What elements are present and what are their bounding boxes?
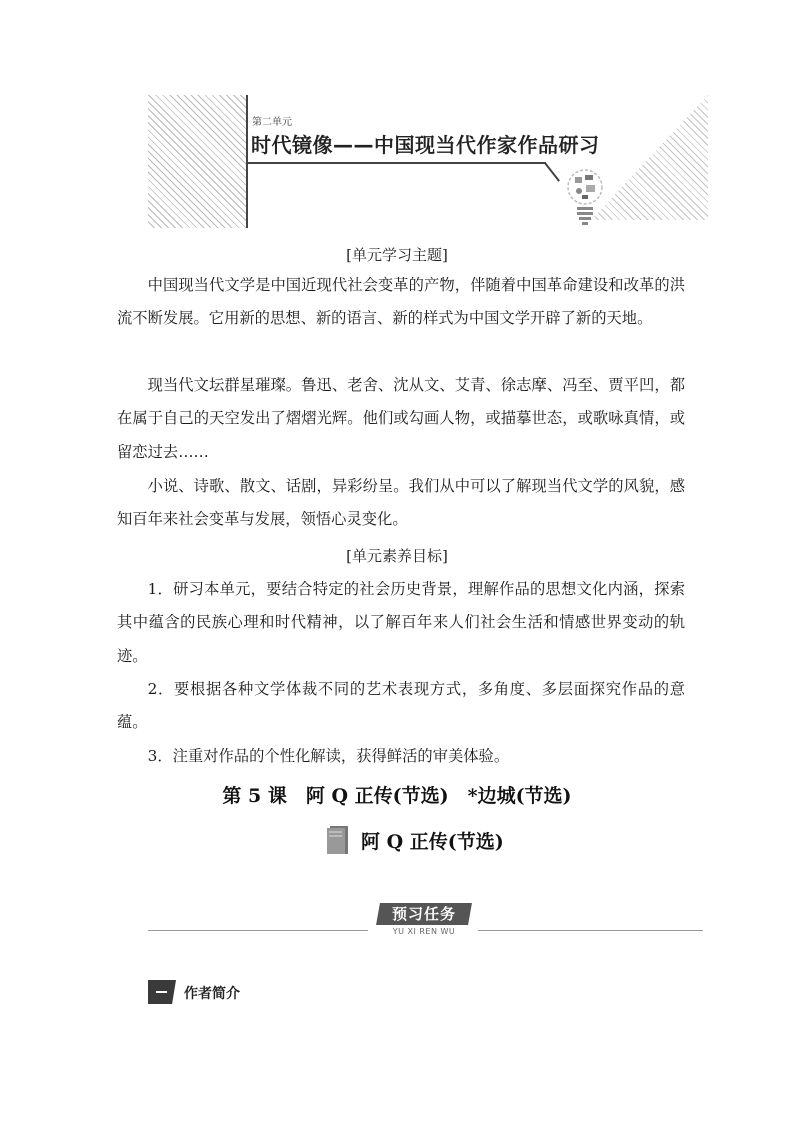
unit-banner: [148, 95, 708, 230]
literacy-goals-heading: [单元素养目标]: [346, 547, 448, 565]
book-icon: [327, 825, 349, 855]
goal-item-2: 2．要根据各种文学体裁不同的艺术表现方式，多角度、多层面探究作品的意蕴。: [117, 680, 685, 732]
preview-divider-left: [148, 930, 368, 931]
banner-underline-tail: [544, 162, 560, 181]
theme-paragraph-3: 小说、诗歌、散文、话剧，异彩纷呈。我们从中可以了解现当代文学的风貌，感知百年来社会变革与发展，领悟心灵变化。: [117, 477, 685, 529]
lesson-title: 第 5 课 阿 Q 正传(节选) *边城(节选): [222, 785, 572, 807]
lesson-subtitle: [327, 822, 504, 858]
unit-title: 时代镜像——中国现当代作家作品研习: [251, 133, 600, 157]
preview-task-pinyin: YU XI REN WU: [392, 927, 456, 936]
section-number-one-icon: [148, 980, 176, 1004]
lightbulb-icon: [562, 167, 608, 227]
preview-task-badge: [376, 903, 472, 925]
subtitle-text: 阿 Q 正传(节选): [361, 830, 504, 853]
goal-item-3: 3．注重对作品的个性化解读，获得鲜活的审美体验。: [147, 747, 510, 765]
goal-item-1: 1．研习本单元，要结合特定的社会历史背景，理解作品的思想文化内涵，探索其中蕴含的民族心理和时代精神，以了解百年来人们社会生活和情感世界变动的轨迹。: [117, 580, 685, 665]
banner-underline: [246, 162, 546, 164]
preview-divider-right: [478, 930, 703, 931]
study-theme-heading: [单元学习主题]: [346, 246, 448, 264]
banner-hatch-left: [148, 95, 246, 228]
unit-label: 第二单元: [252, 117, 292, 128]
preview-task-label: 预习任务: [391, 905, 456, 923]
author-intro-heading: 作者简介: [184, 986, 240, 1002]
theme-paragraph-1: 中国现当代文学是中国近现代社会变革的产物，伴随着中国革命建设和改革的洪流不断发展。它用新的思想、新的语言、新的样式为中国文学开辟了新的天地。: [117, 276, 685, 328]
theme-paragraph-2: 现当代文坛群星璀璨。鲁迅、老舍、沈从文、艾青、徐志摩、冯至、贾平凹，都在属于自己的天空发出了熠熠光辉。他们或勾画人物，或描摹世态，或歌咏真情，或留恋过去……: [117, 376, 685, 461]
